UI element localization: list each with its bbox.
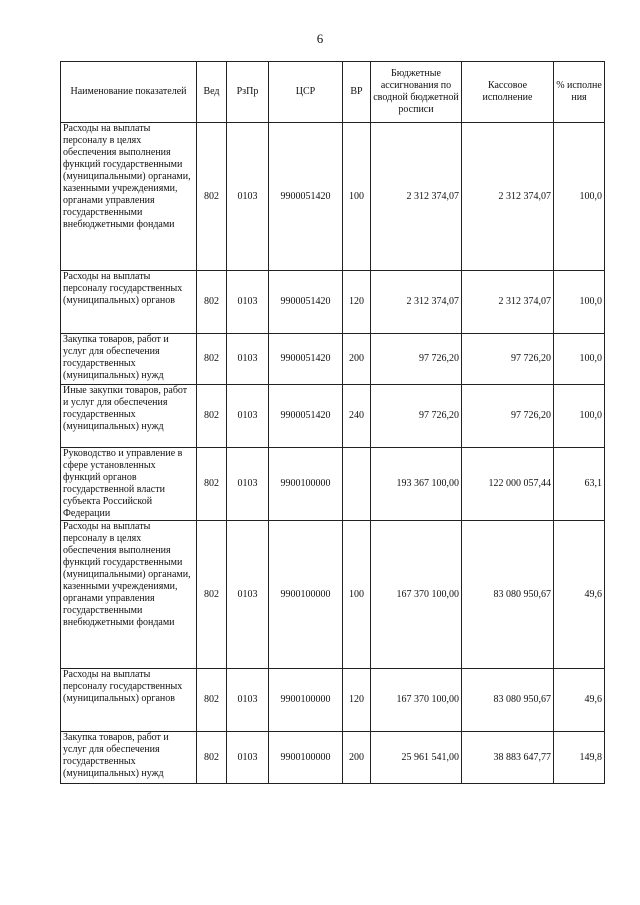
row-cash: 83 080 950,67 xyxy=(462,669,554,732)
row-csr: 9900100000 xyxy=(269,521,343,669)
row-rzpr: 0103 xyxy=(227,385,269,448)
row-percent: 49,6 xyxy=(554,669,605,732)
header-percent: % исполне ния xyxy=(554,62,605,123)
page-number: 6 xyxy=(316,31,324,46)
header-cash: Кассовое исполнение xyxy=(462,62,554,123)
row-vr: 200 xyxy=(343,334,371,385)
row-csr: 9900051420 xyxy=(269,271,343,334)
row-csr: 9900100000 xyxy=(269,669,343,732)
row-name: Расходы на выплаты персоналу в целях обеспечения выполнения функций государственными (муниципальными) органами, казенными учреждениями, органами управления государственными внебюджетными фондами xyxy=(61,123,197,271)
row-ved: 802 xyxy=(197,271,227,334)
row-name: Руководство и управление в сфере установленных функций органов государственной власти субъекта Российской Федерации xyxy=(61,448,197,521)
row-percent: 100,0 xyxy=(554,334,605,385)
row-cash: 2 312 374,07 xyxy=(462,271,554,334)
table-row xyxy=(61,732,605,784)
row-ved: 802 xyxy=(197,521,227,669)
row-ved: 802 xyxy=(197,448,227,521)
row-percent: 63,1 xyxy=(554,448,605,521)
row-cash: 97 726,20 xyxy=(462,334,554,385)
row-cash: 38 883 647,77 xyxy=(462,732,554,784)
table-row xyxy=(61,271,605,334)
row-budget: 97 726,20 xyxy=(371,385,462,448)
row-percent: 100,0 xyxy=(554,271,605,334)
row-budget: 193 367 100,00 xyxy=(371,448,462,521)
row-percent: 149,8 xyxy=(554,732,605,784)
row-name: Закупка товаров, работ и услуг для обеспечения государственных (муниципальных) нужд xyxy=(61,334,197,385)
row-rzpr: 0103 xyxy=(227,448,269,521)
row-budget: 25 961 541,00 xyxy=(371,732,462,784)
header-budget: Бюджетные ассигнования по сводной бюджетной росписи xyxy=(371,62,462,123)
row-ved: 802 xyxy=(197,334,227,385)
row-csr: 9900100000 xyxy=(269,448,343,521)
row-name: Иные закупки товаров, работ и услуг для обеспечения государственных (муниципальных) нужд xyxy=(61,385,197,448)
row-rzpr: 0103 xyxy=(227,334,269,385)
table-row xyxy=(61,669,605,732)
table-row xyxy=(61,334,605,385)
row-budget: 2 312 374,07 xyxy=(371,123,462,271)
row-rzpr: 0103 xyxy=(227,123,269,271)
table-row xyxy=(61,448,605,521)
row-budget: 97 726,20 xyxy=(371,334,462,385)
row-percent: 100,0 xyxy=(554,385,605,448)
row-vr: 240 xyxy=(343,385,371,448)
header-rzpr: РзПр xyxy=(227,62,269,123)
row-vr: 100 xyxy=(343,521,371,669)
row-vr: 100 xyxy=(343,123,371,271)
row-percent: 49,6 xyxy=(554,521,605,669)
row-ved: 802 xyxy=(197,669,227,732)
row-vr: 200 xyxy=(343,732,371,784)
table-row xyxy=(61,521,605,669)
header-name: Наименование показателей xyxy=(61,62,197,123)
table-row xyxy=(61,385,605,448)
row-rzpr: 0103 xyxy=(227,669,269,732)
row-rzpr: 0103 xyxy=(227,732,269,784)
row-name: Расходы на выплаты персоналу государственных (муниципальных) органов xyxy=(61,271,197,334)
row-rzpr: 0103 xyxy=(227,271,269,334)
row-ved: 802 xyxy=(197,385,227,448)
header-csr: ЦСР xyxy=(269,62,343,123)
row-cash: 97 726,20 xyxy=(462,385,554,448)
row-vr xyxy=(343,448,371,521)
row-vr: 120 xyxy=(343,669,371,732)
table-header-row xyxy=(61,62,605,123)
row-name: Закупка товаров, работ и услуг для обеспечения государственных (муниципальных) нужд xyxy=(61,732,197,784)
row-percent: 100,0 xyxy=(554,123,605,271)
row-name: Расходы на выплаты персоналу в целях обеспечения выполнения функций государственными (муниципальными) органами, казенными учреждениями, органами управления государственными внебюджетными фондами xyxy=(61,521,197,669)
row-csr: 9900051420 xyxy=(269,123,343,271)
table-row xyxy=(61,123,605,271)
row-budget: 2 312 374,07 xyxy=(371,271,462,334)
budget-execution-table xyxy=(60,61,605,784)
row-name: Расходы на выплаты персоналу государственных (муниципальных) органов xyxy=(61,669,197,732)
row-ved: 802 xyxy=(197,123,227,271)
row-vr: 120 xyxy=(343,271,371,334)
row-budget: 167 370 100,00 xyxy=(371,521,462,669)
row-ved: 802 xyxy=(197,732,227,784)
header-vr: ВР xyxy=(343,62,371,123)
row-csr: 9900051420 xyxy=(269,334,343,385)
row-budget: 167 370 100,00 xyxy=(371,669,462,732)
row-csr: 9900100000 xyxy=(269,732,343,784)
header-ved: Вед xyxy=(197,62,227,123)
row-csr: 9900051420 xyxy=(269,385,343,448)
row-cash: 83 080 950,67 xyxy=(462,521,554,669)
row-cash: 122 000 057,44 xyxy=(462,448,554,521)
row-rzpr: 0103 xyxy=(227,521,269,669)
row-cash: 2 312 374,07 xyxy=(462,123,554,271)
